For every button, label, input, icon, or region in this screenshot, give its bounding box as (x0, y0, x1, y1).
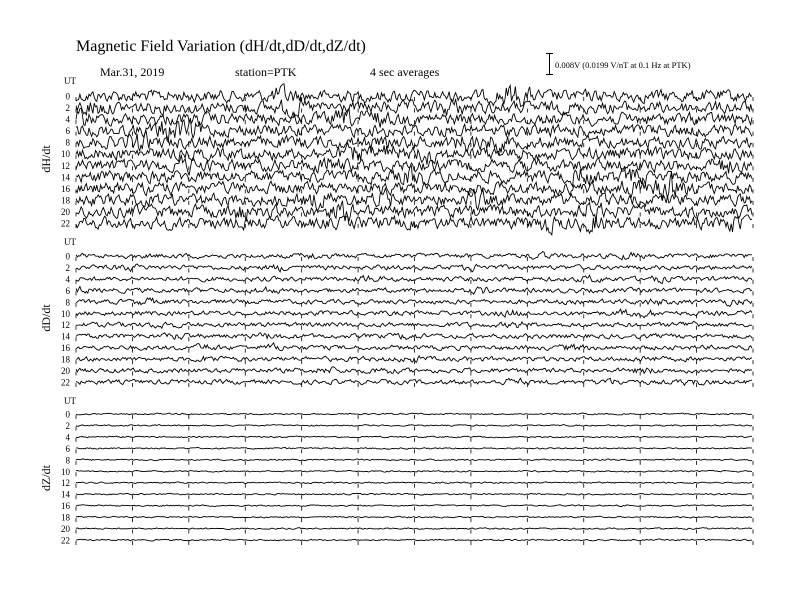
row-label: 4 (65, 274, 70, 285)
trace-dZ-dt-0 (76, 413, 752, 415)
trace-dZ-dt-18 (76, 516, 752, 518)
ut-label: UT (64, 396, 76, 406)
chart-title: Magnetic Field Variation (dH/dt,dD/dt,dZ/dt) (76, 38, 366, 55)
row-label: 14 (61, 172, 70, 183)
row-label: 4 (65, 432, 70, 443)
trace-dH-dt-22 (76, 215, 752, 235)
row-label: 22 (61, 218, 70, 229)
row-label: 8 (65, 455, 70, 466)
row-label: 0 (65, 409, 70, 420)
trace-dZ-dt-22 (76, 539, 752, 541)
row-label: 0 (65, 251, 70, 262)
trace-dD-dt-16 (76, 343, 752, 351)
row-label: 2 (65, 420, 70, 431)
row-label: 22 (61, 535, 70, 546)
station-label: station=PTK (235, 65, 297, 79)
y-axis-label-dZ-dt: dZ/dt (39, 465, 53, 491)
row-label: 16 (61, 343, 70, 354)
row-label: 14 (61, 489, 70, 500)
row-label: 6 (65, 443, 70, 454)
row-label: 18 (61, 512, 70, 523)
row-label: 18 (61, 354, 70, 365)
trace-dD-dt-14 (76, 333, 752, 340)
row-label: 16 (61, 183, 70, 194)
trace-dD-dt-6 (76, 287, 752, 295)
row-label: 8 (65, 137, 70, 148)
row-label: 10 (61, 149, 70, 160)
row-label: 18 (61, 195, 70, 206)
row-label: 12 (61, 478, 70, 489)
row-label: 16 (61, 501, 70, 512)
trace-dZ-dt-8 (76, 459, 752, 461)
row-label: 20 (61, 206, 70, 217)
trace-dZ-dt-16 (76, 505, 752, 507)
row-label: 8 (65, 297, 70, 308)
row-label: 22 (61, 377, 70, 388)
trace-dH-dt-2 (76, 99, 752, 119)
trace-dZ-dt-2 (76, 425, 752, 427)
trace-dD-dt-22 (76, 378, 752, 385)
trace-dD-dt-12 (76, 321, 752, 328)
row-label: 14 (61, 331, 70, 342)
row-label: 12 (61, 320, 70, 331)
y-axis-label-dD-dt: dD/dt (39, 304, 53, 332)
ut-label: UT (64, 237, 76, 247)
trace-dZ-dt-10 (76, 470, 752, 472)
trace-dD-dt-10 (76, 309, 752, 318)
trace-dH-dt-20 (76, 201, 752, 222)
trace-dZ-dt-4 (76, 436, 752, 438)
row-label: 10 (61, 308, 70, 319)
trace-dH-dt-12 (76, 155, 752, 176)
trace-dD-dt-18 (76, 356, 752, 362)
scale-label: 0.008V (0.0199 V/nT at 0.1 Hz at PTK) (555, 60, 691, 70)
trace-dZ-dt-14 (76, 493, 752, 495)
row-label: 0 (65, 91, 70, 102)
trace-dD-dt-2 (76, 264, 752, 272)
row-label: 12 (61, 160, 70, 171)
trace-dD-dt-0 (76, 252, 752, 260)
row-label: 2 (65, 103, 70, 114)
row-label: 6 (65, 285, 70, 296)
trace-dD-dt-20 (76, 367, 752, 374)
row-label: 6 (65, 126, 70, 137)
row-label: 20 (61, 366, 70, 377)
row-label: 2 (65, 262, 70, 273)
row-label: 4 (65, 114, 70, 125)
date-label: Mar.31, 2019 (100, 65, 165, 79)
averaging-label: 4 sec averages (370, 65, 440, 79)
trace-dZ-dt-12 (76, 482, 752, 484)
trace-dD-dt-4 (76, 275, 752, 283)
ut-label: UT (64, 76, 76, 86)
trace-dD-dt-8 (76, 298, 752, 307)
row-label: 10 (61, 466, 70, 477)
row-label: 20 (61, 524, 70, 535)
trace-dZ-dt-6 (76, 447, 752, 449)
y-axis-label-dH-dt: dH/dt (39, 145, 53, 173)
trace-dZ-dt-20 (76, 528, 752, 530)
trace-dH-dt-6 (76, 118, 752, 142)
